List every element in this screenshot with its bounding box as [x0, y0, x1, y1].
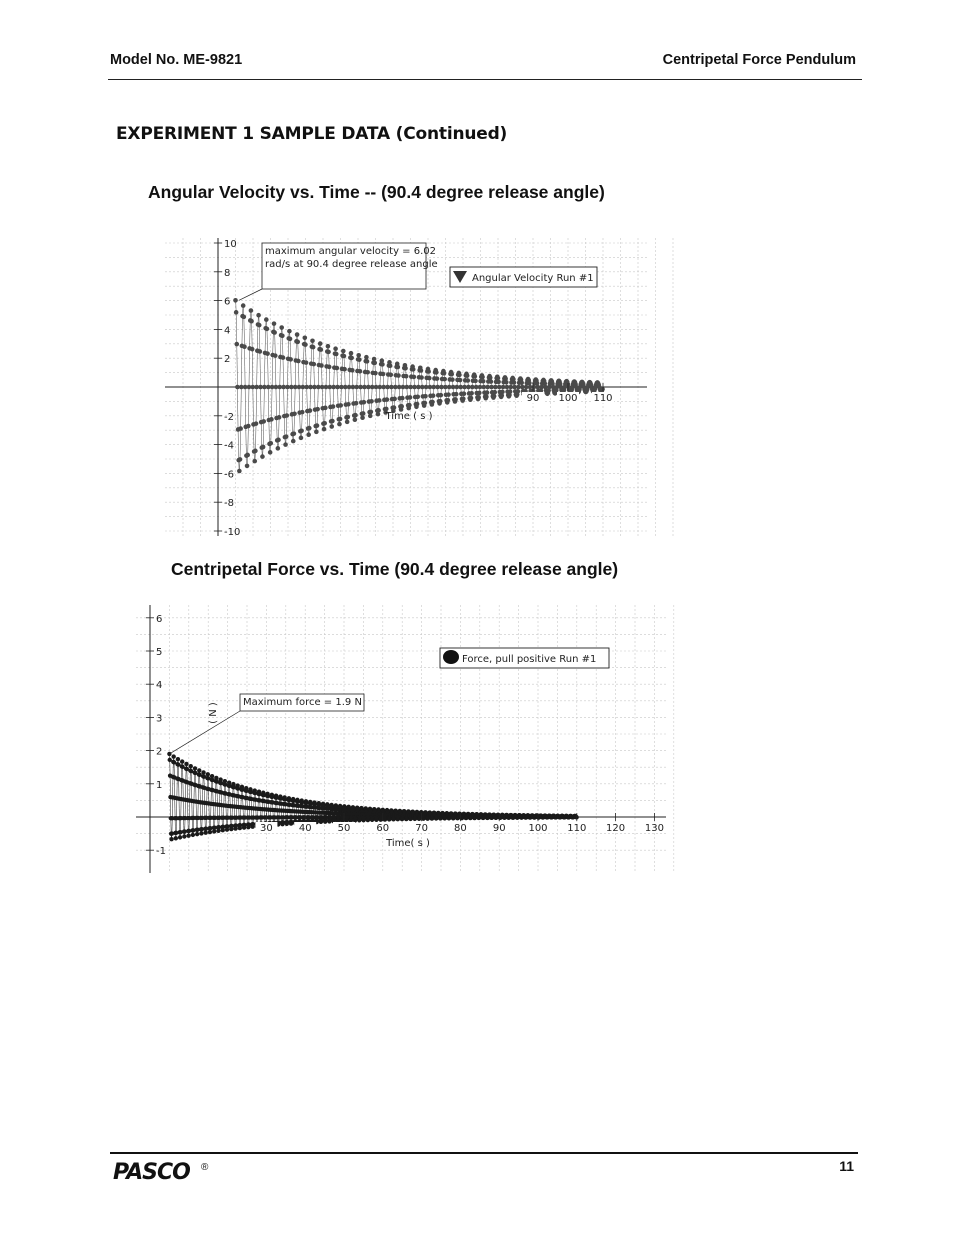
data-point: [253, 449, 258, 454]
data-point: [186, 833, 190, 837]
y-tick-label: -6: [224, 469, 234, 481]
data-point: [268, 450, 273, 455]
data-point: [346, 402, 351, 407]
data-point: [285, 413, 290, 418]
x-tick-label: 110: [593, 393, 613, 404]
header-product-name: Centripetal Force Pendulum: [662, 52, 856, 68]
y-tick-label: 1: [156, 779, 163, 791]
data-point: [287, 329, 292, 334]
x-tick-label: 110: [567, 823, 587, 834]
data-point: [454, 392, 459, 397]
data-point: [310, 338, 315, 343]
data-point: [476, 395, 481, 400]
data-point: [195, 832, 199, 836]
y-tick-label: 6: [224, 296, 231, 308]
data-point: [249, 308, 254, 313]
data-point: [403, 366, 408, 371]
data-point: [238, 426, 243, 431]
data-point: [450, 377, 455, 382]
data-point: [261, 445, 266, 450]
data-point: [300, 410, 305, 415]
data-point: [295, 332, 300, 337]
y-tick-label: 8: [224, 267, 231, 279]
header-divider: [108, 79, 862, 80]
data-point: [254, 421, 259, 426]
data-point: [233, 298, 238, 303]
x-tick-label: 90: [526, 393, 540, 404]
data-point: [376, 408, 381, 413]
annotation-line: maximum angular velocity = 6.02: [265, 246, 436, 257]
data-point: [322, 427, 327, 432]
data-point: [303, 335, 308, 340]
data-point: [349, 356, 354, 361]
x-tick-label: 80: [454, 823, 467, 834]
data-point: [201, 770, 205, 774]
data-point: [488, 375, 493, 380]
data-point: [411, 367, 416, 372]
data-point: [261, 419, 266, 424]
data-point: [280, 333, 285, 338]
data-point: [288, 357, 293, 362]
data-point: [311, 345, 316, 350]
data-point: [392, 405, 397, 410]
data-point: [364, 355, 369, 360]
data-point: [385, 397, 390, 402]
data-point: [396, 365, 401, 370]
data-point: [408, 395, 413, 400]
annotation-text: [243, 697, 362, 708]
data-point: [311, 362, 316, 367]
data-point: [330, 419, 335, 424]
data-point: [342, 354, 347, 359]
data-point: [345, 415, 350, 420]
data-point: [206, 772, 210, 776]
data-point: [372, 357, 377, 362]
data-point: [342, 367, 347, 372]
data-point: [361, 411, 366, 416]
data-point: [174, 836, 178, 840]
data-point: [481, 379, 486, 384]
data-point: [372, 361, 377, 366]
data-point: [504, 380, 509, 385]
data-point: [246, 424, 251, 429]
data-point: [193, 766, 197, 770]
data-point: [306, 432, 311, 437]
y-tick-label: 4: [156, 680, 163, 692]
data-point: [353, 417, 358, 422]
data-point: [365, 359, 370, 364]
data-point: [245, 464, 250, 469]
data-point: [373, 371, 378, 376]
data-point: [307, 426, 312, 431]
x-tick-label: 120: [606, 823, 626, 834]
data-point: [180, 759, 184, 763]
data-point: [291, 439, 296, 444]
data-point: [419, 368, 424, 373]
y-tick-label: -10: [224, 527, 241, 538]
data-point: [242, 315, 247, 320]
registered-mark: ®: [201, 1162, 209, 1173]
data-point: [341, 349, 346, 354]
data-point: [338, 417, 343, 422]
data-point: [277, 415, 282, 420]
data-point: [492, 394, 497, 399]
data-point: [292, 411, 297, 416]
y-tick-label: 2: [224, 354, 231, 366]
y-tick-label: 2: [156, 746, 163, 758]
data-point: [315, 423, 320, 428]
data-point: [182, 834, 186, 838]
data-point: [256, 313, 261, 318]
data-point: [516, 389, 521, 394]
grid-lines: [136, 605, 674, 873]
data-point: [357, 357, 362, 362]
data-point: [473, 379, 478, 384]
data-point: [335, 366, 340, 371]
data-point: [337, 422, 342, 427]
data-point: [423, 394, 428, 399]
data-point: [199, 831, 203, 835]
data-point: [449, 372, 454, 377]
data-point: [508, 389, 513, 394]
data-point: [356, 353, 361, 358]
data-point: [422, 401, 427, 406]
data-point: [238, 457, 243, 462]
data-point: [412, 375, 417, 380]
data-point: [334, 352, 339, 357]
data-point: [473, 374, 478, 379]
data-point: [237, 469, 242, 474]
data-point: [249, 319, 254, 324]
data-point: [241, 303, 246, 308]
legend-marker-circle: [443, 650, 459, 664]
data-point: [527, 381, 532, 386]
data-point: [446, 398, 451, 403]
centripetal-force-chart: [136, 605, 666, 875]
data-point: [369, 399, 374, 404]
data-point: [208, 830, 212, 834]
data-point: [404, 374, 409, 379]
data-point: [377, 398, 382, 403]
data-point: [345, 420, 350, 425]
data-point: [257, 323, 262, 328]
y-tick-label: 6: [156, 613, 163, 625]
data-point: [171, 754, 175, 758]
data-point: [329, 424, 334, 429]
y-tick-label: 10: [224, 239, 237, 250]
data-point: [496, 380, 501, 385]
data-point: [284, 434, 289, 439]
data-point: [269, 417, 274, 422]
angular-velocity-chart: [165, 236, 647, 536]
data-point: [407, 403, 412, 408]
y-tick-label: 3: [156, 713, 163, 725]
data-point: [438, 399, 443, 404]
data-point: [442, 377, 447, 382]
y-tick-label: 4: [224, 325, 231, 337]
series-markers: [233, 298, 605, 473]
data-point: [296, 359, 301, 364]
data-point: [252, 459, 257, 464]
data-point: [250, 347, 255, 352]
data-point: [265, 327, 270, 332]
data-point: [272, 330, 277, 335]
data-point: [469, 391, 474, 396]
data-point: [281, 355, 286, 360]
data-point: [304, 360, 309, 365]
data-point: [323, 406, 328, 411]
data-point: [419, 375, 424, 380]
data-point: [369, 410, 374, 415]
data-point: [512, 380, 517, 385]
data-point: [600, 387, 605, 392]
data-point: [415, 402, 420, 407]
data-point: [242, 344, 247, 349]
data-point: [461, 396, 466, 401]
data-point: [358, 369, 363, 374]
data-point: [273, 353, 278, 358]
annotation-line: Maximum force = 1.9 N: [243, 697, 362, 708]
data-point: [203, 830, 207, 834]
data-point: [477, 391, 482, 396]
data-point: [431, 393, 436, 398]
data-point: [380, 362, 385, 367]
x-tick-label: 50: [337, 823, 351, 834]
data-point: [392, 397, 397, 402]
x-tick-label: 70: [415, 823, 428, 834]
data-point: [234, 342, 239, 347]
data-point: [315, 407, 320, 412]
data-point: [500, 390, 505, 395]
x-tick-label: 100: [528, 823, 548, 834]
x-tick-label: 130: [644, 823, 664, 834]
data-point: [442, 371, 447, 376]
data-point: [331, 404, 336, 409]
data-point: [457, 373, 462, 378]
data-point: [388, 363, 393, 368]
y-axis-label: ( N ): [208, 702, 219, 724]
data-point: [519, 381, 524, 386]
data-point: [326, 350, 331, 355]
data-point: [353, 413, 358, 418]
data-point: [268, 441, 273, 446]
data-point: [368, 414, 373, 419]
data-point: [489, 379, 494, 384]
data-point: [303, 342, 308, 347]
data-point: [365, 370, 370, 375]
data-point: [189, 764, 193, 768]
data-point: [265, 351, 270, 356]
y-tick-label: -8: [224, 498, 234, 510]
chart-title-centripetal-force: Centripetal Force vs. Time (90.4 degree release angle): [171, 559, 619, 579]
data-point: [396, 373, 401, 378]
data-point: [492, 390, 497, 395]
data-point: [299, 428, 304, 433]
data-point: [439, 393, 444, 398]
data-point: [399, 404, 404, 409]
data-point: [480, 375, 485, 380]
data-point: [338, 403, 343, 408]
header-model-number: Model No. ME-9821: [110, 52, 243, 68]
y-tick-label: -1: [156, 846, 166, 858]
data-point: [349, 351, 354, 356]
data-point: [360, 415, 365, 420]
annotation-leader: [239, 289, 262, 300]
data-point: [322, 421, 327, 426]
data-point: [458, 378, 463, 383]
data-point: [279, 325, 284, 330]
data-point: [426, 369, 431, 374]
data-point: [381, 372, 386, 377]
data-point: [314, 430, 319, 435]
page-number: 11: [839, 1158, 854, 1174]
data-point: [434, 370, 439, 375]
data-point: [260, 454, 265, 459]
data-point: [465, 373, 470, 378]
data-point: [292, 431, 297, 436]
data-point: [258, 349, 263, 354]
data-point: [415, 394, 420, 399]
pasco-logo: PASCO: [113, 1160, 190, 1185]
data-point: [299, 436, 304, 441]
data-point: [272, 321, 277, 326]
data-point: [210, 774, 214, 778]
data-point: [197, 768, 201, 772]
y-tick-label: -2: [224, 411, 234, 423]
data-point: [400, 396, 405, 401]
section-title: EXPERIMENT 1 SAMPLE DATA (Continued): [116, 124, 508, 144]
y-tick-label: 5: [156, 647, 163, 658]
data-point: [184, 762, 188, 766]
data-point: [446, 392, 451, 397]
data-point: [435, 376, 440, 381]
data-point: [176, 757, 180, 761]
data-point: [327, 365, 332, 370]
data-point: [485, 390, 490, 395]
data-point: [245, 453, 250, 458]
data-point: [319, 363, 324, 368]
data-point: [308, 408, 313, 413]
data-point: [169, 837, 173, 841]
data-point: [333, 346, 338, 351]
data-point: [350, 368, 355, 373]
data-point: [191, 833, 195, 837]
x-tick-label: 90: [492, 823, 506, 834]
annotation-line: rad/s at 90.4 degree release angle: [265, 259, 438, 270]
data-point: [326, 344, 331, 349]
data-point: [288, 337, 293, 342]
data-point: [453, 397, 458, 402]
x-axis-label: Time ( s ): [385, 411, 433, 422]
footer-divider: [110, 1152, 858, 1154]
data-point: [427, 376, 432, 381]
data-point: [319, 347, 324, 352]
data-point: [318, 341, 323, 346]
data-point: [469, 396, 474, 401]
x-tick-label: 30: [260, 823, 273, 834]
legend-label: Angular Velocity Run #1: [472, 273, 594, 284]
data-point: [264, 317, 269, 322]
chart-title-angular-velocity: Angular Velocity vs. Time -- (90.4 degree release angle): [148, 182, 605, 202]
x-tick-label: 40: [298, 823, 312, 834]
data-point: [354, 401, 359, 406]
x-tick-label: 60: [376, 823, 390, 834]
data-point: [276, 446, 281, 451]
data-point: [178, 835, 182, 839]
data-point: [388, 372, 393, 377]
data-point: [430, 400, 435, 405]
legend-label: Force, pull positive Run #1: [462, 654, 597, 665]
x-axis-label: Time( s ): [386, 838, 430, 849]
data-point: [295, 340, 300, 345]
data-point: [484, 394, 489, 399]
data-point: [462, 391, 467, 396]
data-point: [465, 378, 470, 383]
data-point: [234, 310, 239, 315]
data-point: [283, 442, 288, 447]
x-tick-label: 100: [558, 393, 578, 404]
data-point: [362, 400, 367, 405]
y-tick-label: -4: [224, 440, 234, 452]
data-point: [276, 438, 281, 443]
